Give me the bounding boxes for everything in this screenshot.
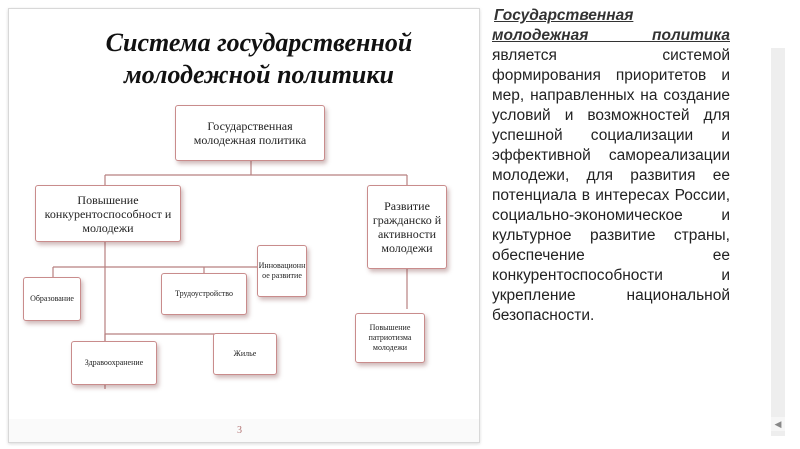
box-civic: Развитие гражданско й активности молодежи xyxy=(367,185,447,269)
box-innovation: Инновационн ое развитие xyxy=(257,245,307,297)
box-education: Образование xyxy=(23,277,81,321)
scroll-arrow-icon[interactable]: ◀ xyxy=(771,417,785,431)
box-patriotism: Повышение патриотизма молодежи xyxy=(355,313,425,363)
box-health: Здравоохранение xyxy=(71,341,157,385)
box-competitiveness: Повышение конкурентоспособност и молодежи xyxy=(35,185,181,242)
box-root: Государственная молодежная политика xyxy=(175,105,325,161)
box-housing: Жилье xyxy=(213,333,277,375)
page-number: 3 xyxy=(237,425,242,436)
diagram-title-line-2: молодежной политики xyxy=(123,60,395,89)
defined-term: Государственная молодежная политика xyxy=(492,7,730,44)
box-employment: Трудоустройство xyxy=(161,273,247,315)
definition-body: является системой формирования приоритетов и мер, направленных на создание условий и возможностей для успешной социализации и эффективной самореализации молодежи, для развития ее потенциала в интересах России, социально-экономическое и культурное развитие страны, обеспечение ее конкурентоспособности и укрепление национальной безопасности. xyxy=(492,47,730,324)
embedded-slide-image xyxy=(8,8,480,443)
side-scrollbar[interactable] xyxy=(771,48,785,436)
inner-footer xyxy=(9,419,479,442)
definition-text xyxy=(492,6,730,326)
diagram-title-line-1: Система государственной xyxy=(105,28,413,57)
